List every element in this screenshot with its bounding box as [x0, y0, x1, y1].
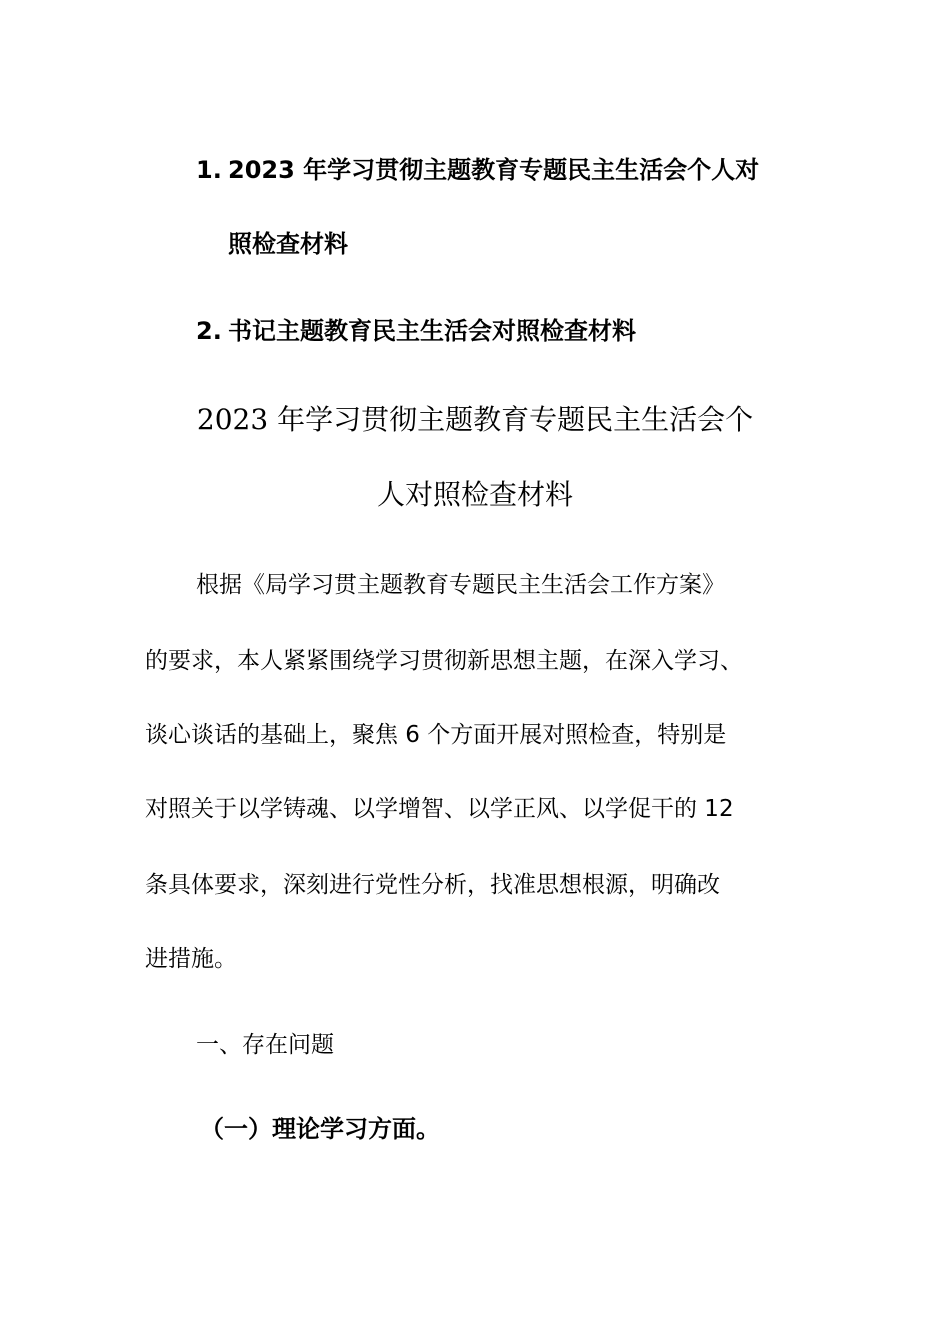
toc-number: 1. [196, 156, 222, 184]
toc-item-text: 照检查材料 [228, 230, 348, 258]
toc-item-1[interactable] [196, 154, 759, 186]
toc-item-1-continuation[interactable] [228, 228, 348, 260]
paragraph-line: 根据《局学习贯主题教育专题民主生活会工作方案》 [196, 572, 725, 598]
paragraph-line: 进措施。 [145, 946, 237, 972]
document-title-line-1: 2023 年学习贯彻主题教育专题民主生活会个 [196, 403, 754, 436]
section-heading: 一、存在问题 [196, 1032, 334, 1058]
toc-item-2[interactable] [196, 315, 636, 347]
paragraph-line: 的要求，本人紧紧围绕学习贯彻新思想主题，在深入学习、 [145, 648, 743, 674]
paragraph-line: 对照关于以学铸魂、以学增智、以学正风、以学促干的 12 [145, 796, 734, 822]
toc-item-text: 2023 年学习贯彻主题教育专题民主生活会个人对 [228, 156, 760, 184]
document-title-line-2: 人对照检查材料 [376, 478, 573, 511]
subsection-heading: （一）理论学习方面。 [200, 1115, 440, 1143]
toc-item-text: 书记主题教育民主生活会对照检查材料 [228, 317, 636, 345]
paragraph-line: 条具体要求，深刻进行党性分析，找准思想根源，明确改 [145, 872, 720, 898]
toc-number: 2. [196, 317, 222, 345]
paragraph-line: 谈心谈话的基础上，聚焦 6 个方面开展对照检查，特别是 [145, 722, 727, 748]
